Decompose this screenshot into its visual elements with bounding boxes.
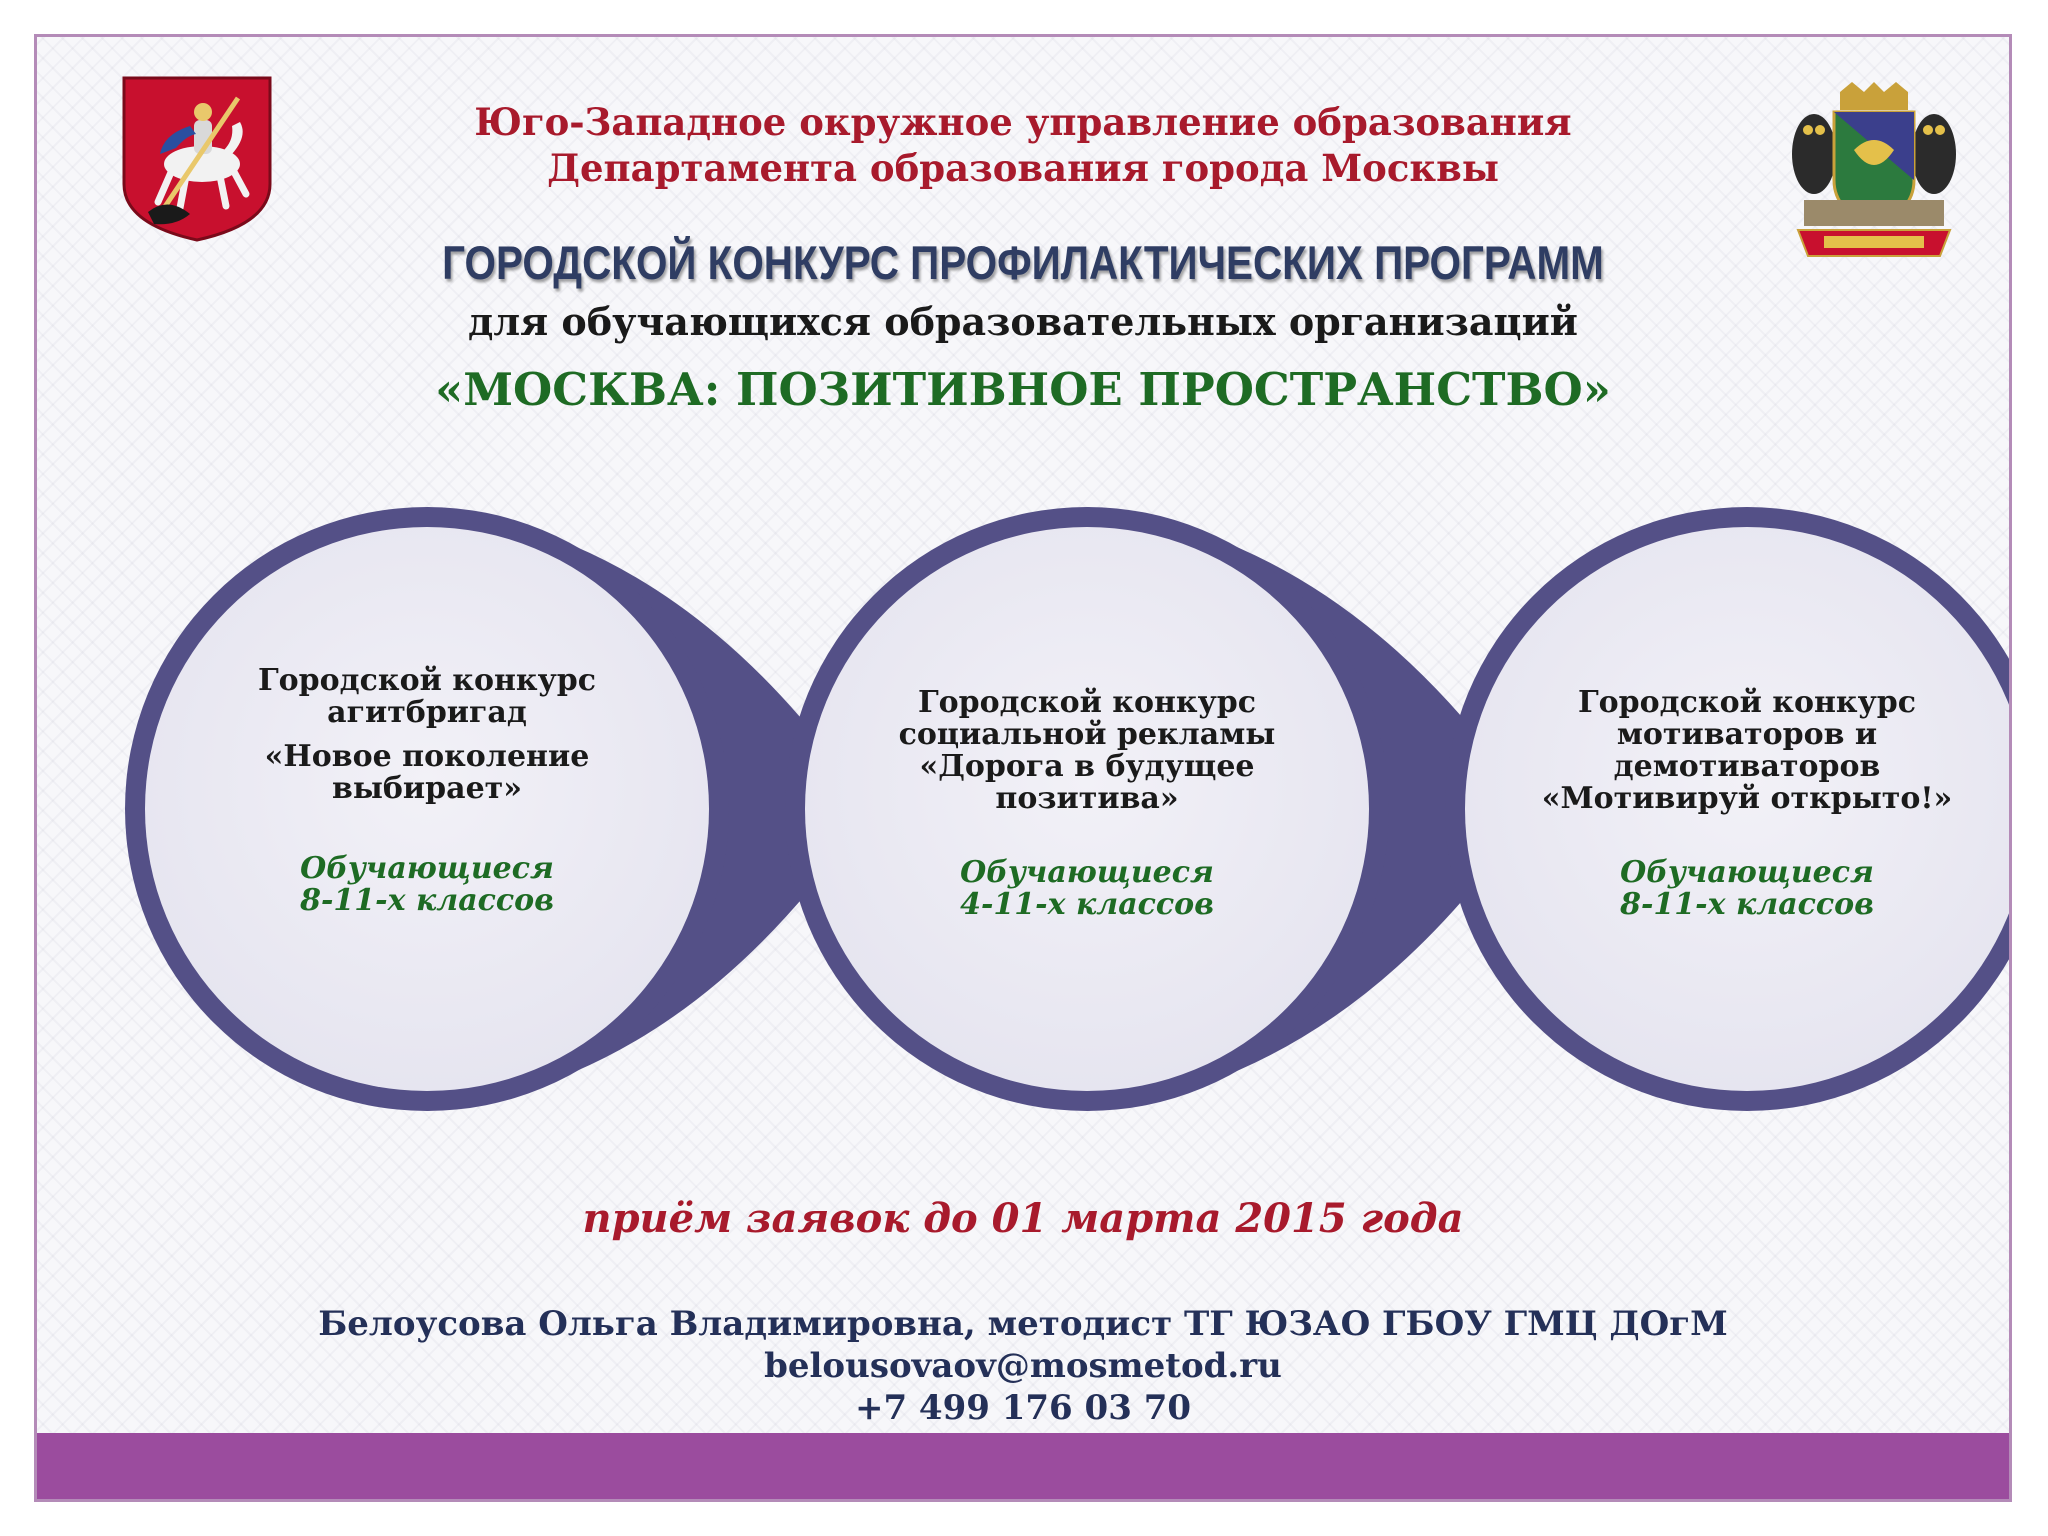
page-subtitle: для обучающихся образовательных организаций (468, 299, 1578, 344)
contest-3-line-4: «Мотивируй открыто!» (1541, 781, 1953, 816)
page-title: ГОРОДСКОЙ КОНКУРС ПРОФИЛАКТИЧЕСКИХ ПРОГРАММ (442, 236, 1604, 289)
contest-1-name-2: выбирает» (331, 771, 523, 806)
contest-1-audience-1: Обучающиеся (300, 851, 554, 886)
contest-1-line-2: агитбригад (327, 695, 527, 730)
contest-card-1 (207, 665, 647, 917)
contest-2-audience-1: Обучающиеся (960, 855, 1214, 890)
contest-card-3 (1527, 687, 1967, 921)
contest-card-2 (867, 687, 1307, 921)
contest-1-audience-2: 8-11-х классов (300, 883, 554, 918)
contest-2-audience-2: 4-11-х классов (960, 887, 1214, 922)
header-line-2: Департамента образования города Москвы (547, 146, 1499, 190)
contest-3-line-3: демотиваторов (1613, 749, 1881, 784)
contact-email[interactable]: belousovaov@mosmetod.ru (764, 1346, 1282, 1386)
contest-3-line-2: мотиваторов и (1616, 717, 1878, 752)
competition-slogan: «МОСКВА: ПОЗИТИВНОЕ ПРОСТРАНСТВО» (435, 363, 1611, 416)
poster-page (34, 34, 2012, 1502)
contest-2-line-1: Городской конкурс (917, 685, 1257, 720)
contest-2-line-3: «Дорога в будущее (919, 749, 1255, 784)
contact-phone[interactable]: +7 499 176 03 70 (854, 1388, 1192, 1428)
contest-3-audience-1: Обучающиеся (1620, 855, 1874, 890)
bottom-color-band (37, 1433, 2009, 1499)
contest-1-line-1: Городской конкурс (257, 663, 597, 698)
contact-person: Белоусова Ольга Владимировна, методист ТГ ЮЗАО ГБОУ ГМЦ ДОгМ (318, 1304, 1728, 1344)
contest-2-line-2: социальной рекламы (898, 717, 1276, 752)
contest-1-name-1: «Новое поколение (264, 739, 590, 774)
header-line-1: Юго-Западное окружное управление образования (474, 100, 1572, 144)
application-deadline: приём заявок до 01 марта 2015 года (582, 1195, 1464, 1242)
contest-2-line-4: позитива» (995, 781, 1179, 816)
contest-3-line-1: Городской конкурс (1577, 685, 1917, 720)
contest-3-audience-2: 8-11-х классов (1620, 887, 1874, 922)
